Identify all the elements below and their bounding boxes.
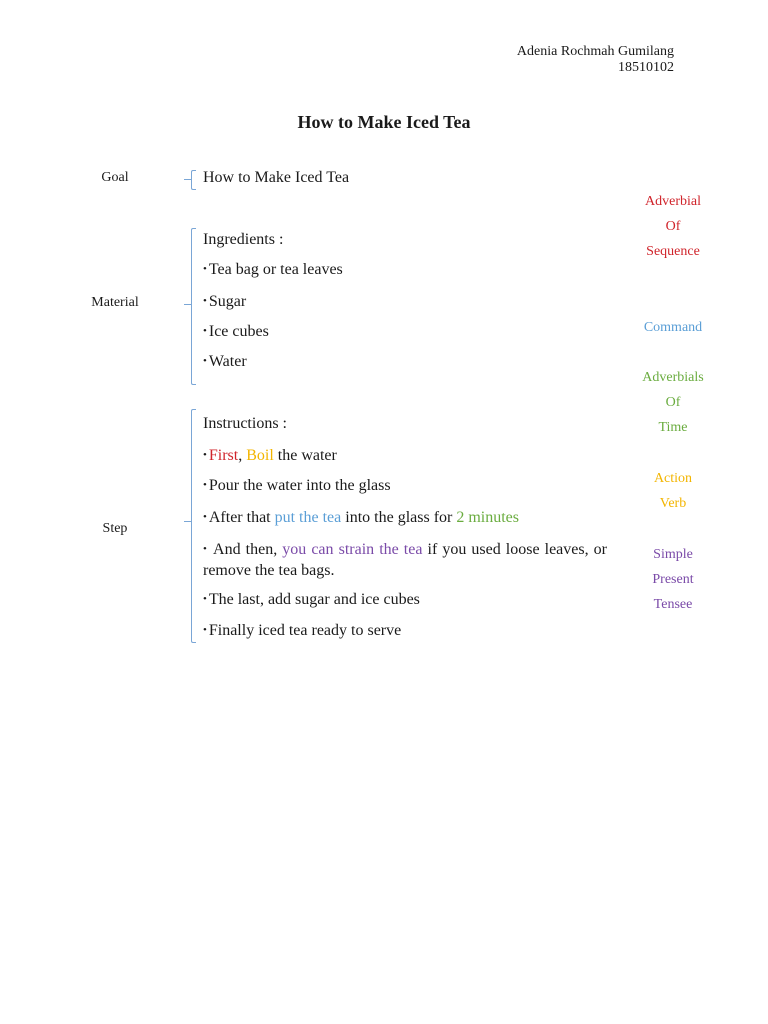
bracket-tick-step [184, 521, 192, 522]
ingredient-item: • Tea bag or tea leaves [203, 261, 343, 278]
legend-adverbials-of-time: Adverbials Of Time [642, 370, 704, 435]
bracket-goal [191, 170, 196, 190]
bracket-tick-goal [184, 179, 192, 180]
legend-simple-present-tense: Simple Present Tensee [652, 547, 694, 612]
goal-text: How to Make Iced Tea [203, 169, 350, 186]
bullet-icon: • [203, 263, 207, 275]
bullet-icon: • [203, 325, 207, 337]
ingredient-item: • Sugar [203, 293, 247, 310]
author-block [517, 44, 674, 76]
bullet-icon: • [203, 543, 207, 555]
instruction-step-2: • Pour the water into the glass [203, 477, 391, 494]
command-phrase: put the tea [274, 509, 342, 526]
bullet-icon: • [203, 624, 207, 636]
section-label-goal: Goal [101, 170, 129, 185]
bullet-icon: • [203, 355, 207, 367]
section-label-material: Material [91, 295, 139, 310]
page-title: How to Make Iced Tea [297, 112, 471, 132]
legend-command: Command [643, 320, 703, 335]
sequence-word: First [208, 447, 239, 464]
ingredient-item: • Water [203, 353, 247, 370]
author-name: Adenia Rochmah Gumilang [516, 44, 674, 59]
instruction-step-6: • Finally iced tea ready to serve [203, 622, 402, 639]
instruction-step-1: • First, Boil the water [203, 447, 337, 464]
bracket-tick-material [184, 304, 192, 305]
bullet-icon: • [203, 479, 207, 491]
bracket-step [191, 409, 196, 643]
bullet-icon: • [203, 449, 207, 461]
bullet-icon: • [203, 511, 207, 523]
bullet-icon: • [203, 295, 207, 307]
legend-adverbial-of-sequence: Adverbial Of Sequence [645, 194, 701, 259]
student-id: 18510102 [618, 60, 674, 75]
legend-action-verb: Action Verb [653, 471, 693, 511]
section-label-step: Step [102, 521, 128, 536]
instructions-heading: Instructions : [203, 415, 287, 432]
bracket-material [191, 228, 196, 385]
ingredients-heading: Ingredients : [203, 231, 284, 248]
time-phrase: 2 minutes [456, 509, 520, 526]
action-verb: Boil [246, 447, 274, 464]
instruction-step-4: • And then, you can strain the tea if you used loose leaves, or remove the tea bags. [203, 541, 607, 579]
bullet-icon: • [203, 593, 207, 605]
tense-phrase: you can strain the tea [282, 541, 423, 558]
instruction-step-3: • After that put the tea into the glass for 2 minutes [203, 509, 520, 526]
instruction-step-5: • The last, add sugar and ice cubes [203, 591, 420, 608]
ingredient-item: • Ice cubes [203, 323, 269, 340]
